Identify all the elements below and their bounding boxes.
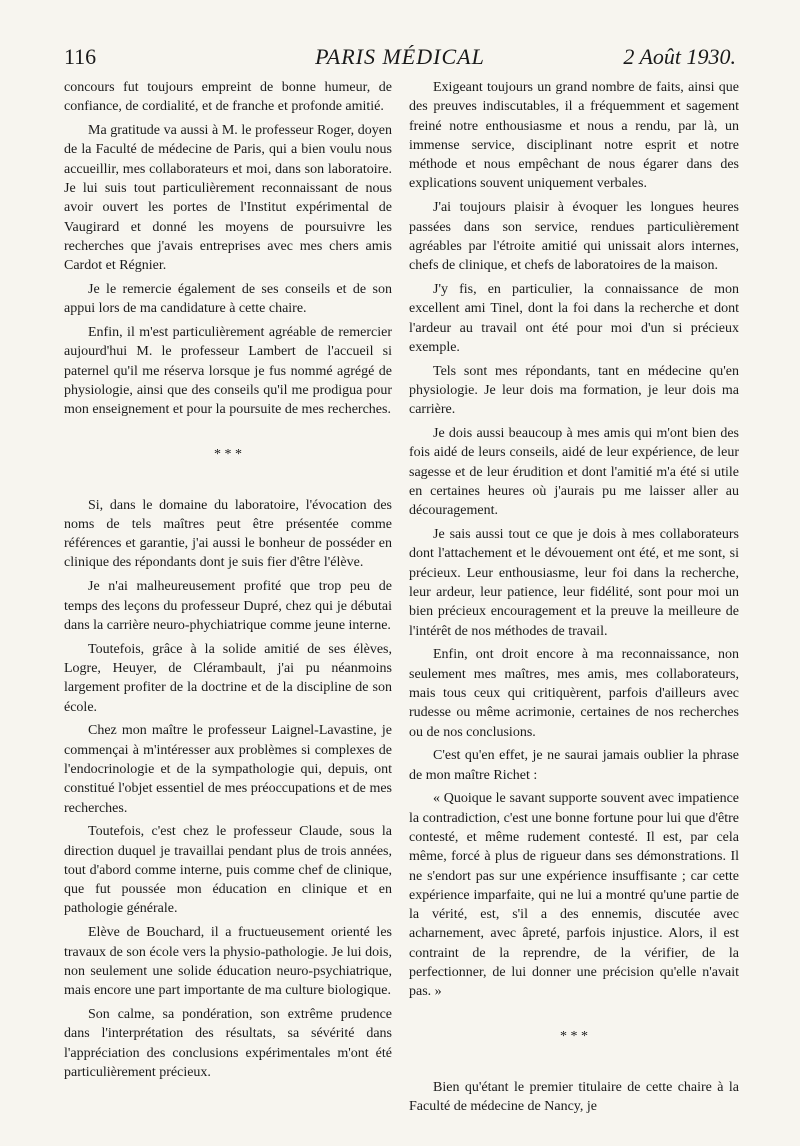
paragraph: Toutefois, grâce à la solide amitié de ses élèves, Logre, Heuyer, de Clérambault, j'ai pu néanmoins largement profiter de la doctrine et de la discipline de son école. xyxy=(64,641,392,715)
paragraph: Si, dans le domaine du laboratoire, l'évocation des noms de tels maîtres peut être présentée comme références et garantie, j'ai aussi le bonheur de posséder en clinique des répondants dont je suis fier d'être l'élève. xyxy=(64,497,392,571)
page-number: 116 xyxy=(64,44,97,69)
paragraph: Toutefois, c'est chez le professeur Claude, sous la direction duquel je travaillai pendant plus de trois années, tout d'abord comme interne, puis comme chef de clinique, que fut poussée mon éducation en clinique et en pathologie générale. xyxy=(64,824,392,917)
right-column xyxy=(409,78,739,1121)
paragraph: Chez mon maître le professeur Laignel-Lavastine, je commençai à m'intéresser aux problèmes si complexes de l'endocrinologie et de la sympathologie qui, depuis, ont constitué l'objet essentiel de mes préoccupations et de mes recherches. xyxy=(64,723,392,816)
paragraph: Ma gratitude va aussi à M. le professeur Roger, doyen de la Faculté de médecine de Paris, qui a bien voulu nous accueillir, mes collaborateurs et moi, dans son laboratoire. Je lui suis tout particulièrement reconnaissant de nous avoir ouvert les portes de l'Institut expérimental de Vaugirard et donné les moyens de poursuivre les recherches que j'avais entreprises avec mes chers amis Cardot et Régnier. xyxy=(64,123,392,274)
paragraph: Enfin, ont droit encore à ma reconnaissance, non seulement mes maîtres, mes amis, mes collaborateurs, mais tous ceux qui critiquèrent, parfois d'ailleurs avec rudesse ou même acrimonie, certaines de nos recherches ou de nos conclusions. xyxy=(409,647,739,740)
paragraph: Je dois aussi beaucoup à mes amis qui m'ont bien des fois aidé de leurs conseils, aidé de leur expérience, de leur sagesse et de leur érudition et dont l'amitié m'a été si utile en certaines heures où j'aurais pu me laisser aller au découragement. xyxy=(409,426,739,519)
paragraph: Je n'ai malheureusement profité que trop peu de temps des leçons du professeur Dupré, chez qui je débutai dans la carrière neuro-phychiatrique comme jeune interne. xyxy=(64,579,392,633)
section-separator: * * * xyxy=(214,446,242,462)
paragraph: Je le remercie également de ses conseils et de son appui lors de ma candidature à cette chaire. xyxy=(64,281,392,317)
issue-date: 2 Août 1930. xyxy=(623,44,736,69)
paragraph: Je sais aussi tout ce que je dois à mes collaborateurs dont l'attachement et le dévouement ont été, et me sont, si précieux. Leur enthousiasme, leur foi dans la recherche, leur ardeur, leur patience, leur fidélité, sont pour moi un bien précieux encouragement et la preuve la meilleure de l'intérêt de nos méthodes de travail. xyxy=(409,527,739,639)
section-separator: * * * xyxy=(560,1028,588,1044)
paragraph: Exigeant toujours un grand nombre de faits, ainsi que des preuves indiscutables, il a fréquemment et sagement freiné notre enthousiasme et nous a rendu, par là, un immense service, disciplinant notre esprit et notre méthode et nous empêchant de nous égarer dans des explications souvent uniquement verbales. xyxy=(409,80,739,192)
quotation: « Quoique le savant supporte souvent avec impatience la contradiction, c'est une bonne fortune pour lui que d'être contesté, et même rudement contesté. Il est, par cela même, forcé à plus de rigueur dans ses démonstrations. Il ne s'endort pas sur une expérience insuffisante ; car cette expérience imparfaite, qui ne lui a montré qu'une partie de la vérité, est, s'il a des ennemis, discutée avec acharnement, avec âpreté, parfois injustice. Alors, il est contraint de la reprendre, de la vérifier, de la perfectionner, de lui donner une précision qu'elle n'avait pas. » xyxy=(409,791,739,1000)
paragraph: Elève de Bouchard, il a fructueusement orienté les travaux de son école vers la physio-pathologie. Je lui dois, non seulement une solide éducation neuro-psychiatrique, mais encore une part importante de ma culture biologique. xyxy=(64,925,392,999)
paragraph: Enfin, il m'est particulièrement agréable de remercier aujourd'hui M. le professeur Lambert de l'accueil si paternel qu'il me réserva lorsque je fus nommé agrégé de physiologie, ainsi que des conseils qu'il me prodigua pour mon enseignement et pour la poursuite de mes recherches. xyxy=(64,325,392,418)
left-column xyxy=(64,78,392,1087)
paragraph: Bien qu'étant le premier titulaire de cette chaire à la Faculté de médecine de Nancy, je xyxy=(409,1079,739,1114)
paragraph: J'y fis, en particulier, la connaissance de mon excellent ami Tinel, dont la foi dans la recherche et dont l'ardeur au travail ont été pour moi d'un si précieux exemple. xyxy=(409,281,739,355)
journal-title: PARIS MÉDICAL xyxy=(315,44,485,69)
paragraph: concours fut toujours empreint de bonne humeur, de confiance, de cordialité, et de franche et profonde amitié. xyxy=(64,80,392,115)
paragraph: J'ai toujours plaisir à évoquer les longues heures passées dans son service, rendues particulièrement agréables par l'étroite amitié qui unissait alors internes, chefs de clinique, et chefs de laboratoires de la maison. xyxy=(409,200,739,274)
paragraph: C'est qu'en effet, je ne saurai jamais oublier la phrase de mon maître Richet : xyxy=(409,748,739,783)
paragraph: Son calme, sa pondération, son extrême prudence dans l'interprétation des résultats, sa sévérité dans l'appréciation des conclusions expérimentales m'ont été particulièrement précieux. xyxy=(64,1006,392,1080)
page-header xyxy=(64,40,736,74)
paragraph: Tels sont mes répondants, tant en médecine qu'en physiologie. Je leur dois ma formation, je leur dois ma carrière. xyxy=(409,363,739,418)
